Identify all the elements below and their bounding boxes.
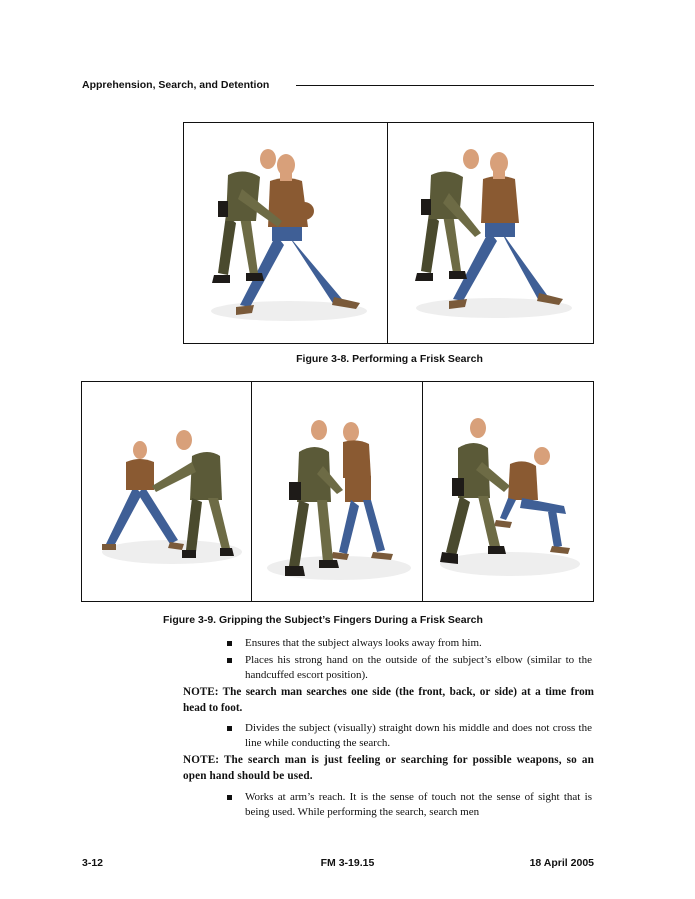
bullet-marker [227, 641, 232, 646]
bullet-marker [227, 658, 232, 663]
bullet-item: Places his strong hand on the outside of the subject’s elbow (similar to the handcuffed escort position). [245, 654, 592, 681]
figure-3-8-caption: Figure 3-8. Performing a Frisk Search [296, 353, 483, 365]
footer-date: 18 April 2005 [529, 857, 594, 869]
figure-3-8-photo-panel [183, 122, 594, 344]
frisk-search-photo-1 [184, 123, 386, 342]
panel-divider [387, 123, 388, 343]
figure-3-9-caption: Figure 3-9. Gripping the Subject’s Fingers During a Frisk Search [163, 614, 483, 626]
running-header-title: Apprehension, Search, and Detention [82, 79, 270, 91]
panel-divider [422, 382, 423, 601]
frisk-search-photo-2 [389, 123, 592, 342]
note-paragraph: NOTE: The search man is just feeling or searching for possible weapons, so an open hand should be used. [183, 754, 594, 782]
finger-grip-photo-3 [424, 382, 592, 600]
finger-grip-photo-1 [82, 382, 250, 600]
finger-grip-photo-2 [253, 382, 421, 600]
bullet-marker [227, 726, 232, 731]
bullet-marker [227, 795, 232, 800]
bullet-item: Ensures that the subject always looks away from him. [245, 637, 482, 649]
footer-page-number: 3-12 [82, 857, 104, 869]
bullet-item: Works at arm’s reach. It is the sense of touch not the sense of sight that is being used. While performing the search, search men [245, 791, 592, 818]
bullet-item: Divides the subject (visually) straight down his middle and does not cross the line while conducting the search. [245, 722, 592, 749]
footer-document-id: FM 3-19.15 [320, 857, 375, 869]
header-rule [296, 85, 594, 86]
panel-divider [251, 382, 252, 601]
note-paragraph: NOTE: The search man searches one side (the front, back, or side) at a time from head to foot. [183, 686, 594, 714]
figure-3-9-photo-panel [81, 381, 594, 602]
